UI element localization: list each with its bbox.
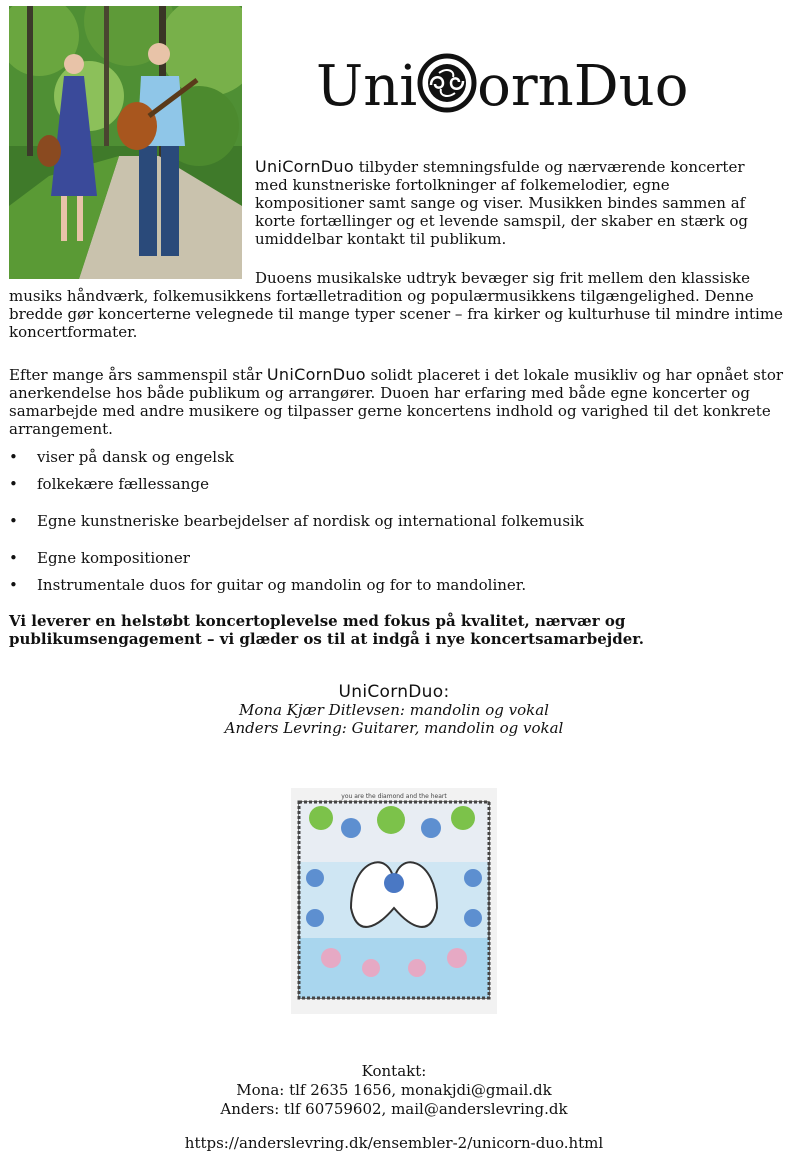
website-link[interactable]: https://anderslevring.dk/ensembler-2/unicorn-duo.html xyxy=(184,1134,604,1152)
celtic-knot-icon xyxy=(417,53,477,113)
bullet-icon: • xyxy=(9,512,18,530)
contact-heading: Kontakt: xyxy=(361,1062,427,1080)
duo-photo xyxy=(9,6,242,279)
unicornduo-logo xyxy=(316,52,716,122)
contact-block xyxy=(0,1062,788,1119)
list-item-text: folkekære fællessange xyxy=(37,475,209,493)
closing-statement: Vi leverer en helstøbt koncertoplevelse med fokus på kvalitet, nærvær og publikumsengagement – vi glæder os til at indgå i nye koncertsamarbejder. xyxy=(9,612,645,648)
contact-mona[interactable]: Mona: tlf 2635 1656, monakjdi@gmail.dk xyxy=(236,1081,552,1099)
brand-name-inline: UniCornDuo xyxy=(266,365,366,384)
experience-paragraph xyxy=(9,366,784,438)
members-block xyxy=(0,683,788,737)
list-item-text: Instrumentale duos for guitar og mandolin og for to mandoliner. xyxy=(37,576,527,594)
experience-text-before: Efter mange års sammenspil står xyxy=(9,366,267,384)
list-item-text: Egne kunstneriske bearbejdelser af nordisk og international folkemusik xyxy=(37,512,584,530)
unicorn-artwork xyxy=(291,788,497,1014)
intro-paragraph xyxy=(255,158,775,248)
experience-text-after: solidt placeret i det lokale musikliv og har opnået stor anerkendelse hos både publikum og arrangører. Duoen har erfaring med både egne koncerter og samarbejde med andre musikere og tilpasser gerne koncertens indhold og varighed til det konkrete arrangement. xyxy=(9,366,784,438)
logo-right-text: ornDuo xyxy=(477,54,689,119)
bullet-icon: • xyxy=(9,475,18,493)
member-mona: Mona Kjær Ditlevsen: mandolin og vokal xyxy=(239,701,549,719)
brand-name: UniCornDuo xyxy=(255,157,354,176)
intro-text: tilbyder stemningsfulde og nærværende koncerter med kunstneriske fortolkninger af folkemelodier, egne kompositioner samt sange og viser. Musikken bindes sammen af korte fortællinger og et levende samspil, der skaber en stærk og umiddelbar kontakt til publikum. xyxy=(255,158,748,248)
list-item-text: Egne kompositioner xyxy=(37,549,190,567)
bullet-icon: • xyxy=(9,448,18,466)
list-item-text: viser på dansk og engelsk xyxy=(37,448,234,466)
bullet-icon: • xyxy=(9,576,18,594)
bullet-icon: • xyxy=(9,549,18,567)
contact-anders[interactable]: Anders: tlf 60759602, mail@anderslevring.dk xyxy=(220,1100,568,1118)
member-anders: Anders Levring: Guitarer, mandolin og vokal xyxy=(224,719,564,737)
tile-caption: you are the diamond and the heart xyxy=(341,793,447,800)
members-heading: UniCornDuo: xyxy=(338,682,450,702)
logo-left-text: Uni xyxy=(316,54,418,119)
style-paragraph: Duoens musikalske udtryk bevæger sig frit mellem den klassiske musiks håndværk, folkemusikkens fortælletradition og populærmusikkens tilgængelighed. Denne bredde gør koncerterne velegnede til mange typer scener – fra kirker og kulturhuse til mindre intime koncertformater. xyxy=(9,269,783,341)
